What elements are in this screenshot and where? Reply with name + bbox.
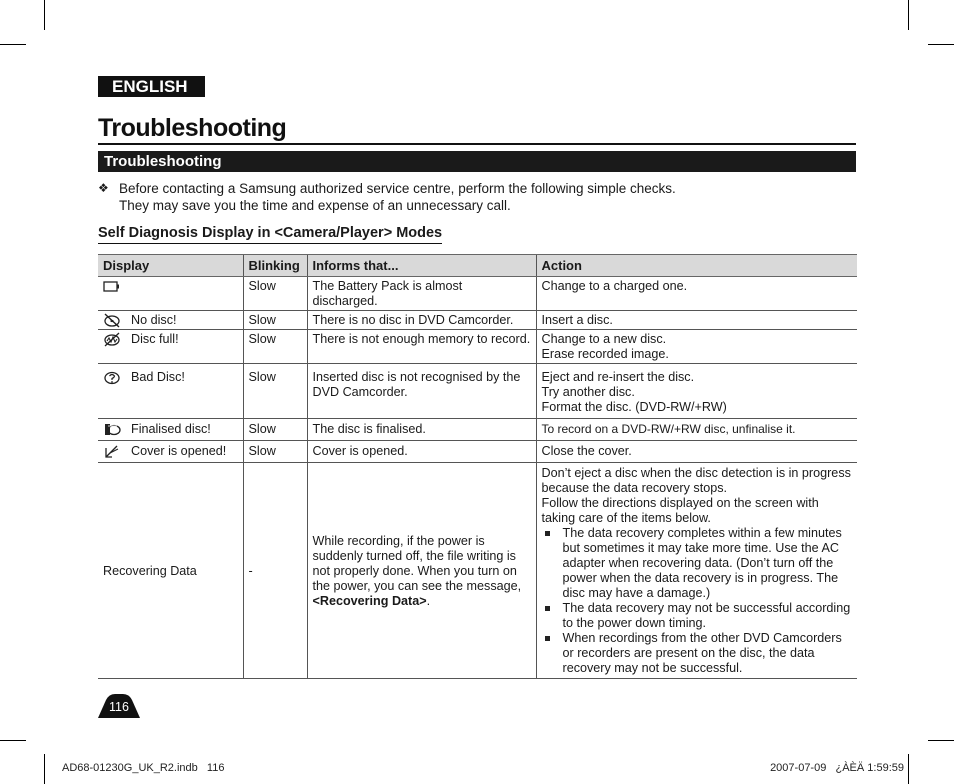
- cover-open-icon: [103, 444, 121, 459]
- crop-mark: [908, 754, 909, 784]
- intro-line-2: They may save you the time and expense of an unnecessary call.: [119, 198, 511, 213]
- crop-mark: [928, 740, 954, 741]
- page-title: Troubleshooting: [98, 114, 287, 142]
- diamond-bullet-icon: ❖: [98, 181, 109, 195]
- display-label: No disc!: [131, 313, 177, 327]
- subheading: Self Diagnosis Display in <Camera/Player> Modes: [98, 225, 442, 244]
- action-line: Change to a charged one.: [541, 279, 688, 293]
- battery-icon: [103, 279, 121, 294]
- list-item: The data recovery completes within a few minutes but sometimes it may take more time. Use the AC adapter when recovering data. (Don’t turn off the power when the data recovery is in progress. The disc may have a damage.): [542, 526, 853, 601]
- blinking-cell: -: [243, 463, 307, 679]
- column-header: Informs that...: [307, 255, 536, 277]
- footer-file-info: AD68-01230G_UK_R2.indb 116: [62, 762, 225, 774]
- action-cell: [536, 311, 857, 330]
- display-cell: [98, 441, 243, 463]
- display-cell: [98, 419, 243, 441]
- no-disc-icon: [103, 313, 121, 328]
- list-item: The data recovery may not be successful according to the power down timing.: [542, 601, 853, 631]
- action-line: Format the disc. (DVD-RW/+RW): [541, 400, 727, 414]
- action-line: Eject and re-insert the disc.: [541, 370, 695, 384]
- footer-timestamp: 2007-07-09 ¿ÀÈÄ 1:59:59: [770, 762, 904, 774]
- informs-cell: There is not enough memory to record.: [307, 330, 536, 364]
- informs-cell: The Battery Pack is almost discharged.: [307, 277, 536, 311]
- action-cell: [536, 463, 857, 679]
- crop-mark: [928, 44, 954, 45]
- blinking-cell: Slow: [243, 277, 307, 311]
- recovering-message: <Recovering Data>: [312, 593, 427, 608]
- finalised-disc-icon: [103, 422, 121, 437]
- table-row: [98, 419, 857, 441]
- display-cell: [98, 330, 243, 364]
- display-cell: [98, 277, 243, 311]
- crop-mark: [44, 0, 45, 30]
- table-row: [98, 277, 857, 311]
- display-cell: [98, 311, 243, 330]
- table-row: [98, 311, 857, 330]
- intro-paragraph: [98, 180, 676, 214]
- action-cell: [536, 364, 857, 419]
- display-label: Disc full!: [131, 332, 179, 346]
- informs-cell: Inserted disc is not recognised by the DVD Camcorder.: [307, 364, 536, 419]
- column-header: Action: [536, 255, 857, 277]
- table-row: [98, 364, 857, 419]
- action-line: Insert a disc.: [541, 313, 613, 327]
- self-diagnosis-table: [98, 254, 857, 679]
- informs-cell: The disc is finalised.: [307, 419, 536, 441]
- informs-end: .: [426, 593, 431, 608]
- page-number-tab: [98, 690, 140, 718]
- blinking-cell: Slow: [243, 311, 307, 330]
- list-item: When recordings from the other DVD Camcorders or recorders are present on the disc, the data recovery may not be successful.: [542, 631, 853, 676]
- display-label: Bad Disc!: [131, 370, 185, 384]
- display-cell: Recovering Data: [98, 463, 243, 679]
- informs-cell: [307, 463, 536, 679]
- blinking-cell: Slow: [243, 364, 307, 419]
- table-row: [98, 441, 857, 463]
- language-badge: ENGLISH: [98, 76, 205, 97]
- column-header: Display: [98, 255, 243, 277]
- blinking-cell: Slow: [243, 419, 307, 441]
- crop-mark: [908, 0, 909, 30]
- crop-mark: [0, 740, 26, 741]
- action-line: To record on a DVD-RW/+RW disc, unfinalise it.: [541, 422, 796, 436]
- action-cell: [536, 330, 857, 364]
- blinking-cell: Slow: [243, 441, 307, 463]
- display-label: Cover is opened!: [131, 444, 227, 458]
- crop-mark: [44, 754, 45, 784]
- informs-cell: Cover is opened.: [307, 441, 536, 463]
- column-header: Blinking: [243, 255, 307, 277]
- informs-cell: There is no disc in DVD Camcorder.: [307, 311, 536, 330]
- table-row: [98, 463, 857, 679]
- table-row: [98, 330, 857, 364]
- title-divider: [98, 143, 856, 145]
- bad-disc-icon: [103, 370, 121, 385]
- action-cell: [536, 419, 857, 441]
- display-label: Finalised disc!: [131, 422, 211, 436]
- informs-text: While recording, if the power is suddenly turned off, the file writing is not properly done. When you turn on the power, you can see the message,: [312, 533, 522, 593]
- display-cell: [98, 364, 243, 419]
- table-header-row: [98, 255, 857, 277]
- action-cell: [536, 441, 857, 463]
- intro-line-1: Before contacting a Samsung authorized service centre, perform the following simple checks.: [119, 181, 676, 196]
- action-bullets: [542, 526, 853, 676]
- action-line: Change to a new disc.: [541, 332, 667, 346]
- disc-full-icon: [103, 332, 121, 347]
- action-line: Try another disc.: [541, 385, 635, 399]
- action-intro: Don’t eject a disc when the disc detection is in progress because the data recovery stops. Follow the directions displayed on the screen with taking care of the items below.: [541, 466, 851, 525]
- page-number: 116: [109, 700, 129, 714]
- section-title: Troubleshooting: [98, 151, 856, 172]
- blinking-cell: Slow: [243, 330, 307, 364]
- action-cell: [536, 277, 857, 311]
- crop-mark: [0, 44, 26, 45]
- action-line: Close the cover.: [541, 444, 632, 458]
- action-line: Erase recorded image.: [541, 347, 669, 361]
